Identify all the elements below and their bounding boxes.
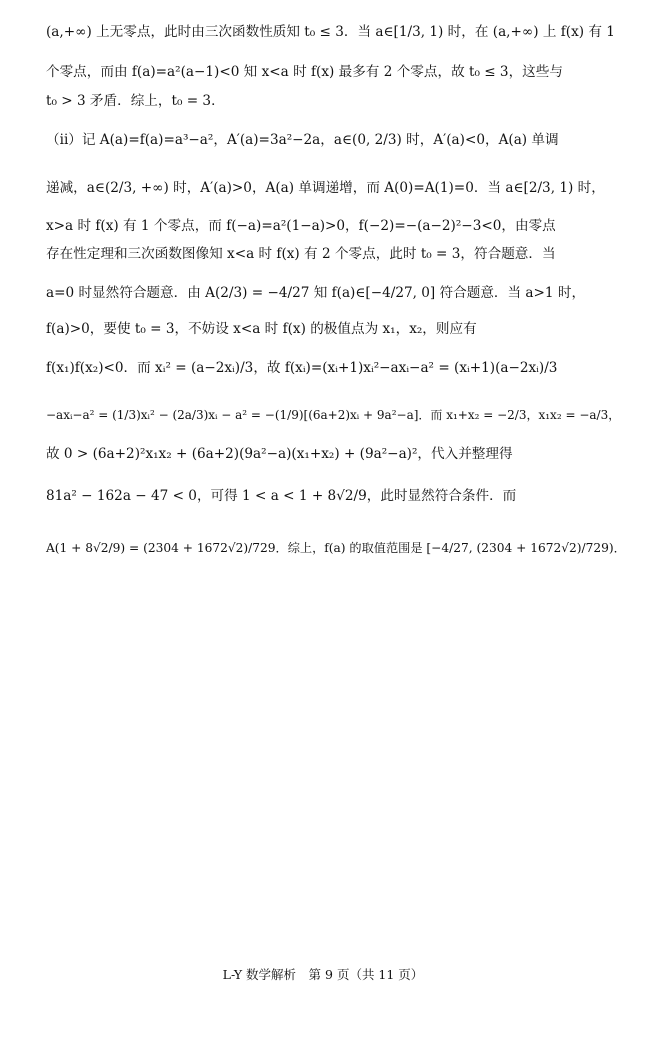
text-line-10: f(x₁)f(x₂)<0．而 xᵢ² = (a−2xᵢ)/3，故 f(xᵢ)=(xᵢ+1)xᵢ²−axᵢ−a² = (xᵢ+1)(a−2xᵢ)/3 [46, 360, 558, 376]
page-footer: L-Y 数学解析 第 9 页（共 11 页） [222, 967, 424, 982]
text-line-6: x>a 时 f(x) 有 1 个零点，而 f(−a)=a²(1−a)>0，f(−2)=−(a−2)²−3<0，由零点 [46, 218, 556, 234]
text-line-14: A(1 + 8√2/9) = (2304 + 1672√2)/729．综上，f(a) 的取值范围是 [−4/27, (2304 + 1672√2)/729)． [46, 541, 626, 555]
text-line-5: 递减，a∈(2/3, +∞) 时，A′(a)>0，A(a) 单调递增，而 A(0)=A(1)=0．当 a∈[2/3, 1) 时， [46, 180, 605, 196]
text-line-9: f(a)>0，要使 t₀ = 3，不妨设 x<a 时 f(x) 的极值点为 x₁，x₂，则应有 [46, 321, 477, 337]
text-line-3: t₀ > 3 矛盾．综上，t₀ = 3． [46, 93, 225, 109]
text-line-2: 个零点，而由 f(a)=a²(a−1)<0 知 x<a 时 f(x) 最多有 2 个零点，故 t₀ ≤ 3，这些与 [46, 64, 563, 80]
text-line-7: 存在性定理和三次函数图像知 x<a 时 f(x) 有 2 个零点，此时 t₀ = 3，符合题意．当 [46, 246, 556, 262]
text-line-1: (a,+∞) 上无零点，此时由三次函数性质知 t₀ ≤ 3．当 a∈[1/3, 1) 时，在 (a,+∞) 上 f(x) 有 1 [46, 24, 615, 40]
text-line-12: 故 0 > (6a+2)²x₁x₂ + (6a+2)(9a²−a)(x₁+x₂) + (9a²−a)²，代入并整理得 [46, 446, 513, 462]
text-line-4: （ii）记 A(a)=f(a)=a³−a²，A′(a)=3a²−2a，a∈(0, 2/3) 时，A′(a)<0，A(a) 单调 [46, 132, 559, 148]
text-line-11: −axᵢ−a² = (1/3)xᵢ² − (2a/3)xᵢ − a² = −(1/9)[(6a+2)xᵢ + 9a²−a]．而 x₁+x₂ = −2/3，x₁x₂ = −a/3， [46, 408, 621, 422]
text-line-13: 81a² − 162a − 47 < 0，可得 1 < a < 1 + 8√2/9，此时显然符合条件．而 [46, 488, 517, 504]
text-line-8: a=0 时显然符合题意．由 A(2/3) = −4/27 知 f(a)∈[−4/27, 0] 符合题意．当 a>1 时， [46, 285, 586, 301]
